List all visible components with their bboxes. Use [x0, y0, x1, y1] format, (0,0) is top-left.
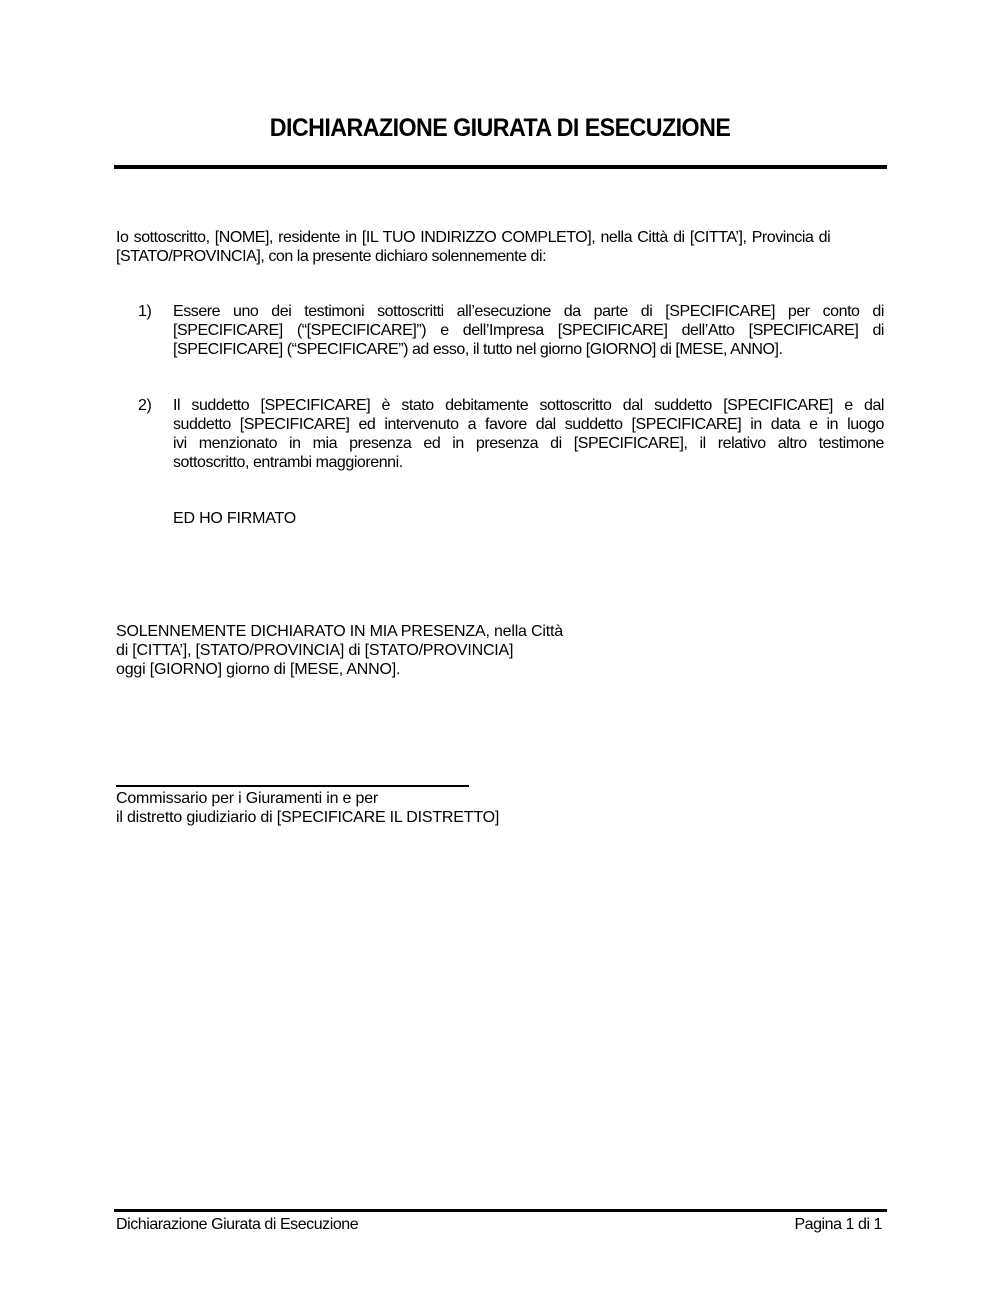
item-line: Il suddetto [SPECIFICARE] è stato debitamente sottoscritto dal suddetto [SPECIFICARE] e dal: [173, 397, 884, 414]
intro-line: Io sottoscritto, [NOME], residente in [IL TUO INDIRIZZO COMPLETO], nella Città di [CITTA’], Provincia di: [116, 229, 831, 246]
declaration-block: [116, 622, 563, 679]
declaration-line: di [CITTA’], [STATO/PROVINCIA] di [STATO/PROVINCIA]: [116, 642, 514, 659]
signature-line: [116, 785, 469, 787]
declaration-line: SOLENNEMENTE DICHIARATO IN MIA PRESENZA, nella Città: [116, 623, 563, 640]
commissioner-block: [116, 789, 499, 827]
item-number: 2): [138, 397, 152, 414]
item-body: [173, 396, 884, 472]
item-body: [173, 302, 884, 359]
item-line: Essere uno dei testimoni sottoscritti all’esecuzione da parte di [SPECIFICARE] per conto di: [173, 303, 884, 320]
item-line: suddetto [SPECIFICARE] ed intervenuto a favore dal suddetto [SPECIFICARE] in data e in luogo: [173, 416, 884, 433]
declaration-line: oggi [GIORNO] giorno di [MESE, ANNO].: [116, 661, 401, 678]
intro-line: [STATO/PROVINCIA], con la presente dichiaro solennemente di:: [116, 248, 547, 265]
item-line: sottoscritto, entrambi maggiorenni.: [173, 454, 403, 471]
item-number: 1): [138, 303, 152, 320]
title-divider: [114, 165, 887, 169]
footer-divider: [114, 1209, 887, 1212]
intro-paragraph: [116, 228, 886, 266]
item-line: [SPECIFICARE] (“SPECIFICARE”) ad esso, il tutto nel giorno [GIORNO] di [MESE, ANNO].: [173, 341, 783, 358]
commissioner-line: Commissario per i Giuramenti in e per: [116, 790, 379, 807]
signed-label: ED HO FIRMATO: [173, 510, 297, 527]
footer-document-name: Dichiarazione Giurata di Esecuzione: [116, 1216, 359, 1233]
commissioner-line: il distretto giudiziario di [SPECIFICARE IL DISTRETTO]: [116, 809, 500, 826]
item-line: ivi menzionato in mia presenza ed in presenza di [SPECIFICARE], il relativo altro testimone: [173, 435, 884, 452]
document-title: DICHIARAZIONE GIURATA DI ESECUZIONE: [269, 114, 731, 142]
item-line: [SPECIFICARE] (“[SPECIFICARE]”) e dell’Impresa [SPECIFICARE] dell’Atto [SPECIFICARE] di: [173, 322, 884, 339]
footer-page-number: Pagina 1 di 1: [794, 1216, 882, 1233]
